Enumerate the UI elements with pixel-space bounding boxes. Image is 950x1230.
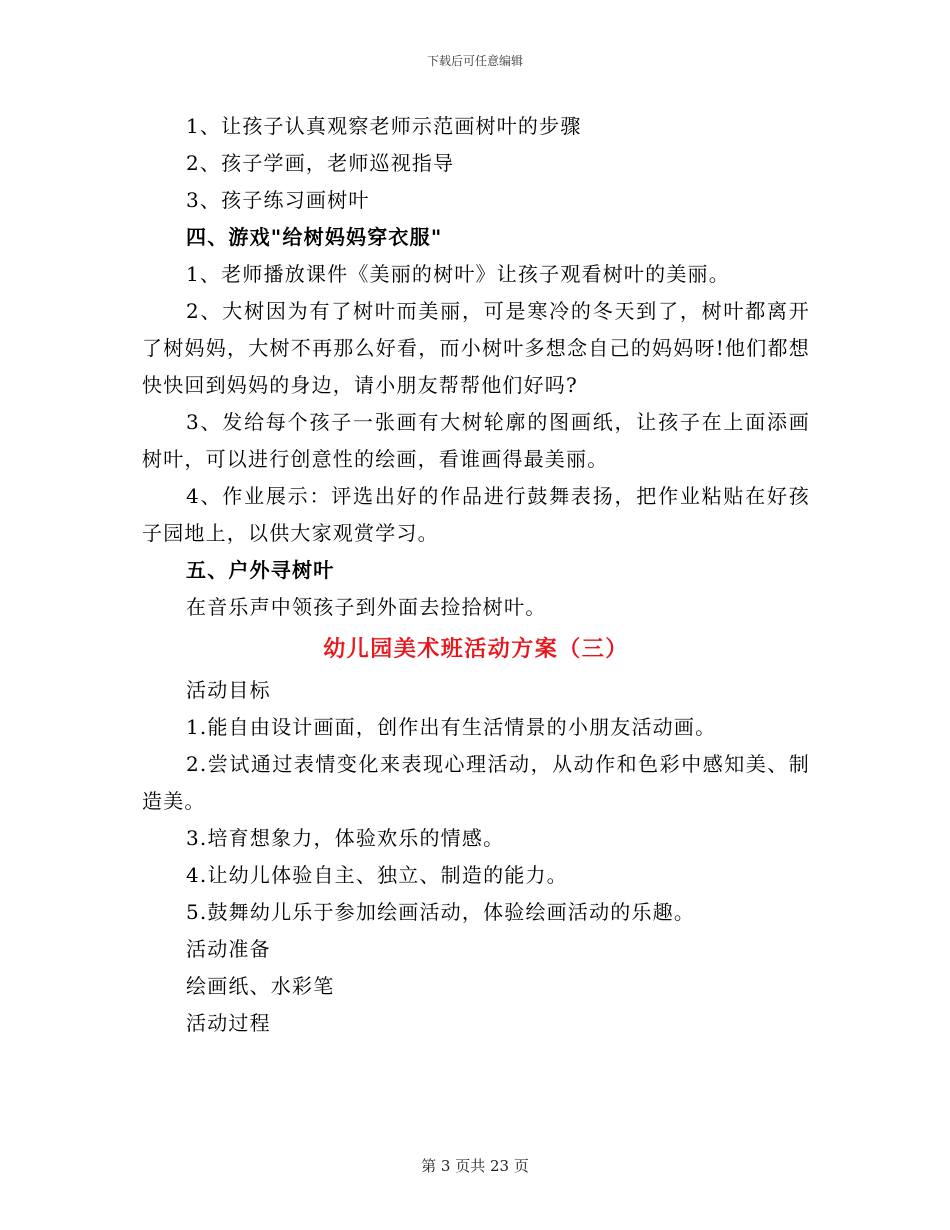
section-4-paragraph-2: 2、大树因为有了树叶而美丽，可是寒冷的冬天到了，树叶都离开了树妈妈，大树不再那么好看，而小树叶多想念自己的妈妈呀!他们都想快快回到妈妈的身边，请小朋友帮帮他们好吗? — [142, 299, 810, 397]
goal-2: 2.尝试通过表情变化来表现心理活动，从动作和色彩中感知美、制造美。 — [142, 752, 810, 813]
goal-4: 4.让幼儿体验自主、独立、制造的能力。 — [186, 863, 568, 887]
page-header: 下载后可任意编辑 — [426, 54, 523, 68]
goal-3: 3.培育想象力，体验欢乐的情感。 — [186, 826, 505, 850]
step-1-3: 3、孩子练习画树叶 — [186, 188, 370, 212]
section-4-paragraph-3: 3、发给每个孩子一张画有大树轮廓的图画纸，让孩子在上面添画树叶，可以进行创意性的绘画，看谁画得最美丽。 — [142, 410, 810, 471]
goal-1: 1.能自由设计画面，创作出有生活情景的小朋友活动画。 — [186, 715, 717, 739]
step-1-2: 2、孩子学画，老师巡视指导 — [186, 151, 455, 175]
section-5-paragraph-1: 在音乐声中领孩子到外面去捡拾树叶。 — [186, 595, 547, 619]
step-1-1: 1、让孩子认真观察老师示范画树叶的步骤 — [186, 114, 582, 138]
section-4-heading: 四、游戏"给树妈妈穿衣服" — [186, 225, 443, 249]
section-4-paragraph-1: 1、老师播放课件《美丽的树叶》让孩子观看树叶的美丽。 — [186, 262, 730, 286]
preparation-label: 活动准备 — [186, 937, 271, 961]
goals-label: 活动目标 — [186, 678, 271, 702]
process-label: 活动过程 — [186, 1011, 271, 1035]
document-body — [142, 108, 810, 1042]
section-4-paragraph-4: 4、作业展示：评选出好的作品进行鼓舞表扬，把作业粘贴在好孩子园地上，以供大家观赏学习。 — [142, 484, 810, 545]
document-title: 幼儿园美术班活动方案（三） — [323, 636, 629, 662]
goal-5: 5.鼓舞幼儿乐于参加绘画活动，体验绘画活动的乐趣。 — [186, 900, 696, 924]
page-footer: 第 3 页共 23 页 — [421, 1157, 529, 1175]
section-5-heading: 五、户外寻树叶 — [186, 558, 335, 582]
preparation-items: 绘画纸、水彩笔 — [186, 974, 335, 998]
